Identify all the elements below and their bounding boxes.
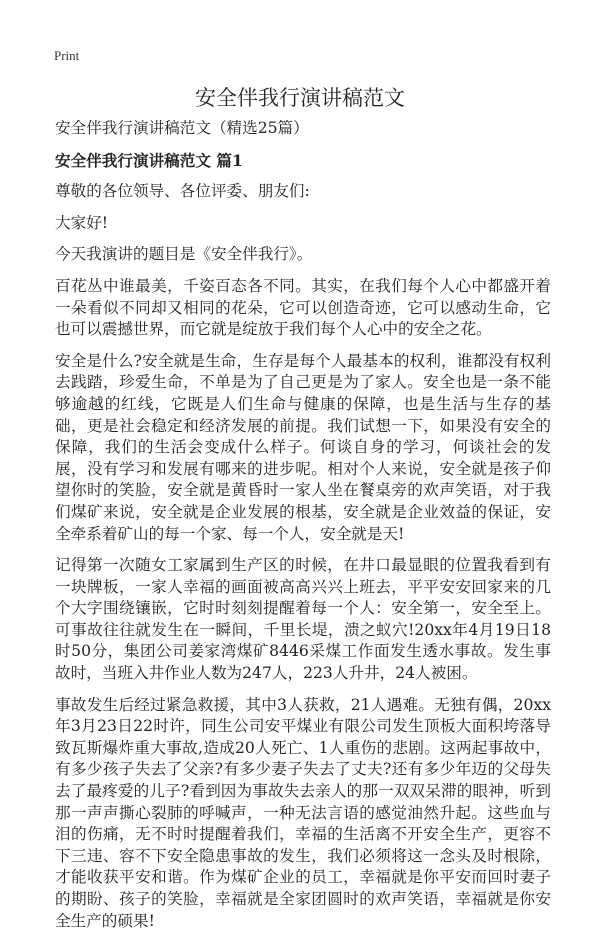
paragraph: 大家好!	[55, 213, 109, 232]
paragraph: 今天我演讲的题目是《安全伴我行》。	[55, 245, 313, 264]
print-link[interactable]: Print	[54, 48, 80, 63]
page-title: 安全伴我行演讲稿范文	[195, 86, 405, 110]
section-heading: 安全伴我行演讲稿范文 篇1	[55, 150, 243, 170]
paragraph: 百花丛中谁最美，千姿百态各不同。其实，在我们每个人心中都盛开着一朵看似不同却又相同的花朵，它可以创造奇迹，它可以感动生命，它也可以震撼世界，而它就是绽放于我们每个人心中的安全之花。	[55, 276, 551, 339]
paragraph: 记得第一次随女工家属到生产区的时候，在井口最显眼的位置我看到有一块牌板，一家人幸福的画面被高高兴兴上班去，平平安安回家来的几个大字围绕镶嵌，它时时刻刻提醒着每一个人：安全第一，安全至上。可事故往往就发生在一瞬间，千里长堤，溃之蚁穴!20xx年4月19日18时50分，集团公司姜家湾煤矿8446采煤工作面发生透水事故。发生事故时，当班入井作业人数为247人，223人升井，24人被困。	[55, 556, 551, 683]
paragraph: 事故发生后经过紧急救援，其中3人获救，21人遇难。无独有偶，20xx年3月23日22时许，同生公司安平煤业有限公司发生顶板大面积垮落导致瓦斯爆炸重大事故,造成20人死亡、1人重伤的悲剧。这两起事故中，有多少孩子失去了父亲?有多少妻子失去了丈夫?还有多少年迈的父母失去了最疼爱的儿子?看到因为事故失去亲人的那一双双呆滞的眼神，听到那一声声撕心裂肺的呼喊声，一种无法言语的感觉油然升起。这些血与泪的伤痛，无不时时提醒着我们，幸福的生活离不开安全生产，更容不下三违、容不下安全隐患事故的发生，我们必须将这一念头及时根除，才能收获平安和谐。作为煤矿企业的员工，幸福就是你平安而回时妻子的期盼、孩子的笑脸，幸福就是全家团圆时的欢声笑语，幸福就是你安全生产的硕果!	[55, 695, 551, 930]
article-body	[55, 118, 551, 942]
paragraph: 安全是什么?安全就是生命，生存是每个人最基本的权利，谁都没有权利去践踏，珍爱生命，不单是为了自己更是为了家人。安全也是一条不能够逾越的红线，它既是人们生命与健康的保障，也是生活与生存的基础，更是社会稳定和经济发展的前提。我们试想一下，如果没有安全的保障，我们的生活会变成什么样子。何谈自身的学习，何谈社会的发展，没有学习和发展有哪来的进步呢。相对个人来说，安全就是孩子仰望你时的笑脸，安全就是黄昏时一家人坐在餐桌旁的欢声笑语，对于我们煤矿来说，安全就是企业发展的根基，安全就是企业效益的保证，安全牵系着矿山的每一个家、每一个人，安全就是天!	[55, 351, 551, 543]
article-subtitle: 安全伴我行演讲稿范文（精选25篇）	[55, 119, 309, 137]
paragraph: 尊敬的各位领导、各位评委、朋友们:	[55, 182, 310, 201]
